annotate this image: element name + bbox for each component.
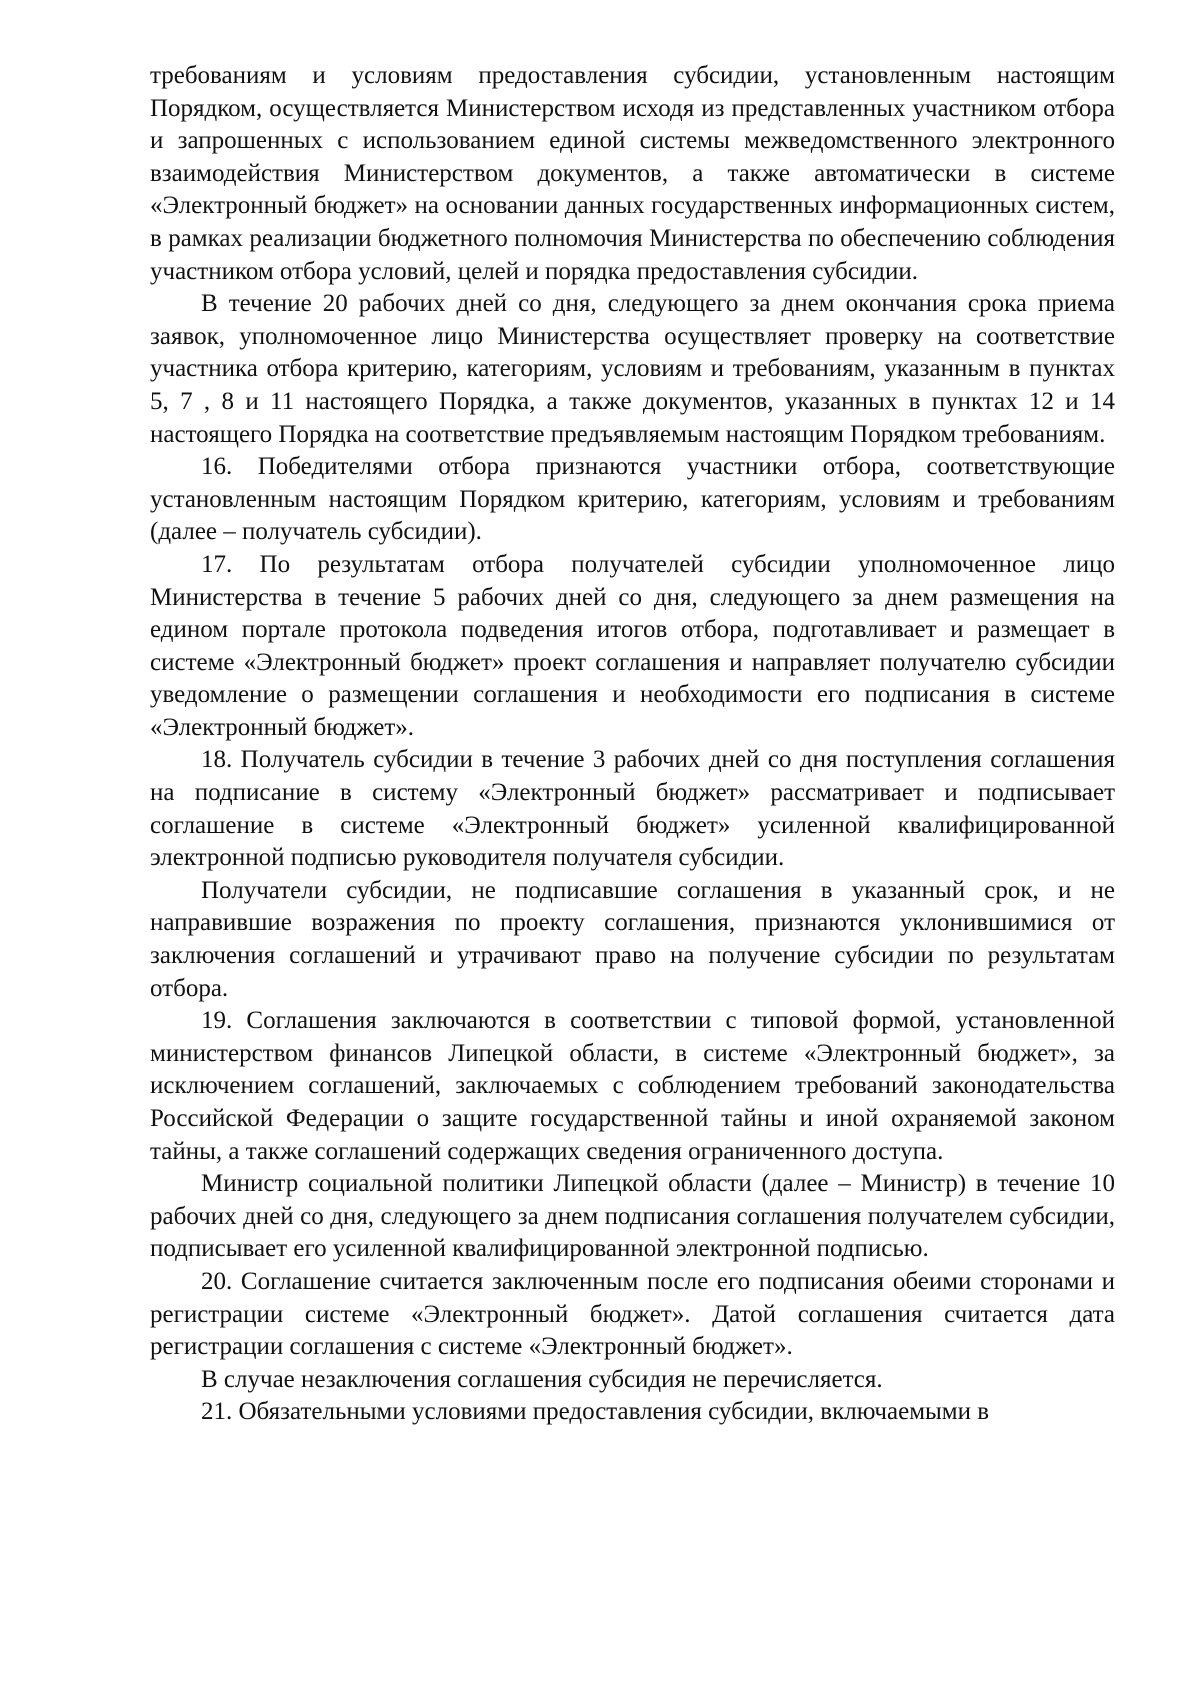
paragraph-not-transferred: В случае незаключения соглашения субсидия не перечисляется. [201,1365,883,1393]
document-body [150,60,1115,1429]
paragraph-evasion: Получатели субсидии, не подписавшие соглашения в указанный срок, и не направившие возражения по проекту соглашения, признаются уклонившимися от заключения соглашений и утрачивают право на получение субсидии по результатам отбора. [150,876,1115,1002]
paragraph-minister-signature: Министр социальной политики Липецкой области (далее – Министр) в течение 10 рабочих дней со дня, следующего за днем подписания соглашения получателем субсидии, подписывает его усиленной квалифицированной электронной подписью. [150,1170,1115,1263]
paragraph-19-standard-form: 19. Соглашения заключаются в соответствии с типовой формой, установленной министерством финансов Липецкой области, в системе «Электронный бюджет», за исключением соглашений, заключаемых с соблюдением требований законодательства Российской Федерации о защите государственной тайны и иной охраняемой законом тайны, а также соглашений содержащих сведения ограниченного доступа. [150,1007,1115,1165]
paragraph-16-winners: 16. Победителями отбора признаются участники отбора, соответствующие установленным настоящим Порядком критерию, категориям, условиям и требованиям (далее – получатель субсидии). [150,453,1115,546]
paragraph-20-concluded: 20. Соглашение считается заключенным после его подписания обеими сторонами и регистрации системе «Электронный бюджет». Датой соглашения считается дата регистрации соглашения с системе «Электронный бюджет». [150,1267,1115,1361]
paragraph-continuation: требованиям и условиям предоставления субсидии, установленным настоящим Порядком, осуществляется Министерством исходя из представленных участником отбора и запрошенных с использованием единой системы межведомственного электронного взаимодействия Министерством документов, а также автоматически в системе «Электронный бюджет» на основании данных государственных информационных систем, в рамках реализации бюджетного полномочия Министерства по обеспечению соблюдения участником отбора условий, целей и порядка предоставления субсидии. [150,62,1115,285]
paragraph-21-conditions: 21. Обязательными условиями предоставления субсидии, включаемыми в [201,1398,990,1426]
paragraph-17-agreement-draft: 17. По результатам отбора получателей субсидии уполномоченное лицо Министерства в течение 5 рабочих дней со дня, следующего за днем размещения на едином портале протокола подведения итогов отбора, подготавливает и размещает в системе «Электронный бюджет» проект соглашения и направляет получателю субсидии уведомление о размещении соглашения и необходимости его подписания в системе «Электронный бюджет». [150,550,1115,741]
paragraph-18-signing: 18. Получатель субсидии в течение 3 рабочих дней со дня поступления соглашения на подписание в систему «Электронный бюджет» рассматривает и подписывает соглашение в системе «Электронный бюджет» усиленной квалифицированной электронной подписью руководителя получателя субсидии. [150,746,1115,872]
paragraph-verification-period: В течение 20 рабочих дней со дня, следующего за днем окончания срока приема заявок, уполномоченное лицо Министерства осуществляет проверку на соответствие участника отбора критерию, категориям, условиям и требованиям, указанным в пунктах 5, 7 , 8 и 11 настоящего Порядка, а также документов, указанных в пунктах 12 и 14 настоящего Порядка на соответствие предъявляемым настоящим Порядком требованиям. [150,290,1115,448]
